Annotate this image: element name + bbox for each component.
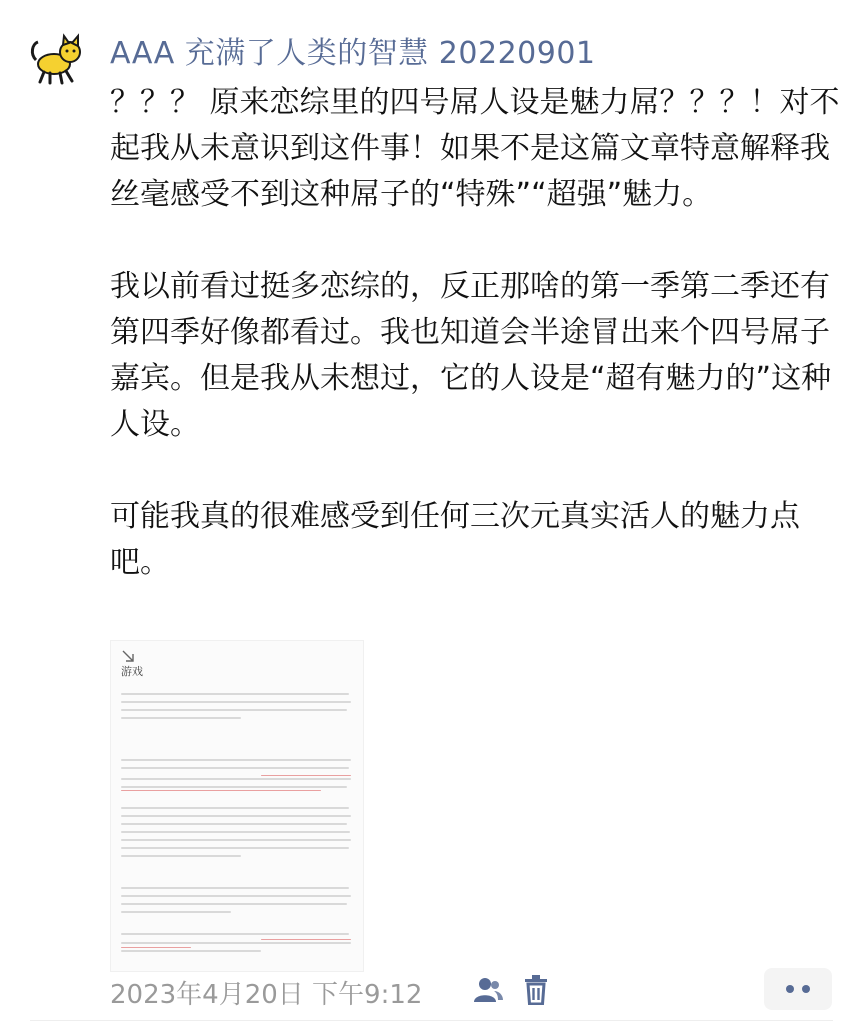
cat-avatar-icon — [28, 30, 84, 86]
post-image[interactable] — [110, 640, 364, 972]
visibility-button[interactable] — [470, 972, 506, 1008]
nickname[interactable]: AAA 充满了人类的智慧 20220901 — [110, 36, 596, 71]
post-paragraph: 可能我真的很难感受到任何三次元真实活人的魅力点吧。 — [110, 499, 800, 580]
people-icon — [472, 976, 504, 1004]
more-dots-icon — [786, 985, 794, 993]
post-text — [110, 80, 840, 586]
divider — [30, 1020, 833, 1021]
more-dots-icon — [802, 985, 810, 993]
arrow-icon — [121, 649, 135, 663]
trash-icon — [523, 975, 549, 1005]
post-timestamp: 2023年4月20日 下午9:12 — [110, 980, 423, 1010]
image-article-title: 游戏 — [121, 665, 143, 678]
avatar[interactable] — [28, 30, 84, 86]
post-paragraph: 我以前看过挺多恋综的，反正那啥的第一季第二季还有第四季好像都看过。我也知道会半途冒出来个四号屌子嘉宾。但是我从未想过，它的人设是“超有魅力的”这种人设。 — [110, 269, 832, 442]
post-paragraph: ？？？ 原来恋综里的四号屌人设是魅力屌？？？！对不起我从未意识到这件事！如果不是这篇文章特意解释我丝毫感受不到这种屌子的“特殊”“超强”魅力。 — [110, 85, 840, 212]
more-button[interactable] — [764, 968, 832, 1010]
delete-button[interactable] — [518, 972, 554, 1008]
